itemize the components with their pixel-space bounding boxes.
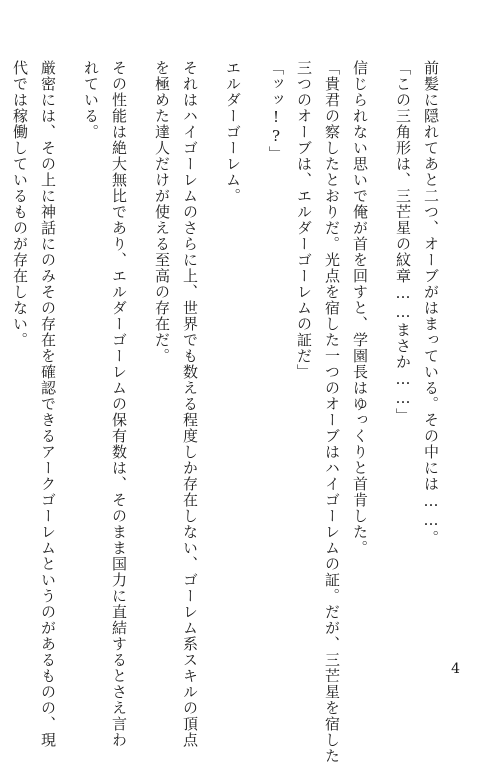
text-line: 信じられない思いで俺が首を回すと、学園長はゆっくりと首肯した。: [351, 60, 369, 556]
text-line: それはハイゴーレムのさらに上、世界でも数える程度しか存在しない、ゴーレム系スキルの頂点: [181, 60, 199, 748]
text-line: 前髪に隠れてあと二つ、オーブがはまっている。その中には……。: [422, 60, 440, 546]
text-line: 「貴君の察したとおりだ。光点を宿した一つのオーブはハイゴーレムの証。だが、三芒星を宿した: [323, 60, 341, 764]
text-line: を極めた達人だけが使える至高の存在だ。: [153, 60, 171, 364]
text-line: 代では稼働しているものが存在しない。: [11, 60, 29, 348]
text-line: 「この三角形は、三芒星の紋章……まさか……」: [394, 60, 412, 424]
text-line: エルダーゴーレム。: [224, 60, 242, 204]
text-line: 「ッッ!?」: [267, 60, 285, 162]
vertical-text-body: [11, 60, 460, 764]
text-line: その性能は絶大無比であり、エルダーゴーレムの保有数は、そのまま国力に直結するとさえ言わ: [110, 60, 128, 748]
text-line: 厳密には、その上に神話にのみその存在を確認できるアークゴーレムというのがあるものの、現: [39, 60, 57, 748]
text-line: 三つのオーブは、エルダーゴーレムの証だ」: [295, 60, 313, 380]
page-number: 4: [451, 661, 460, 677]
text-line: れている。: [82, 60, 100, 140]
